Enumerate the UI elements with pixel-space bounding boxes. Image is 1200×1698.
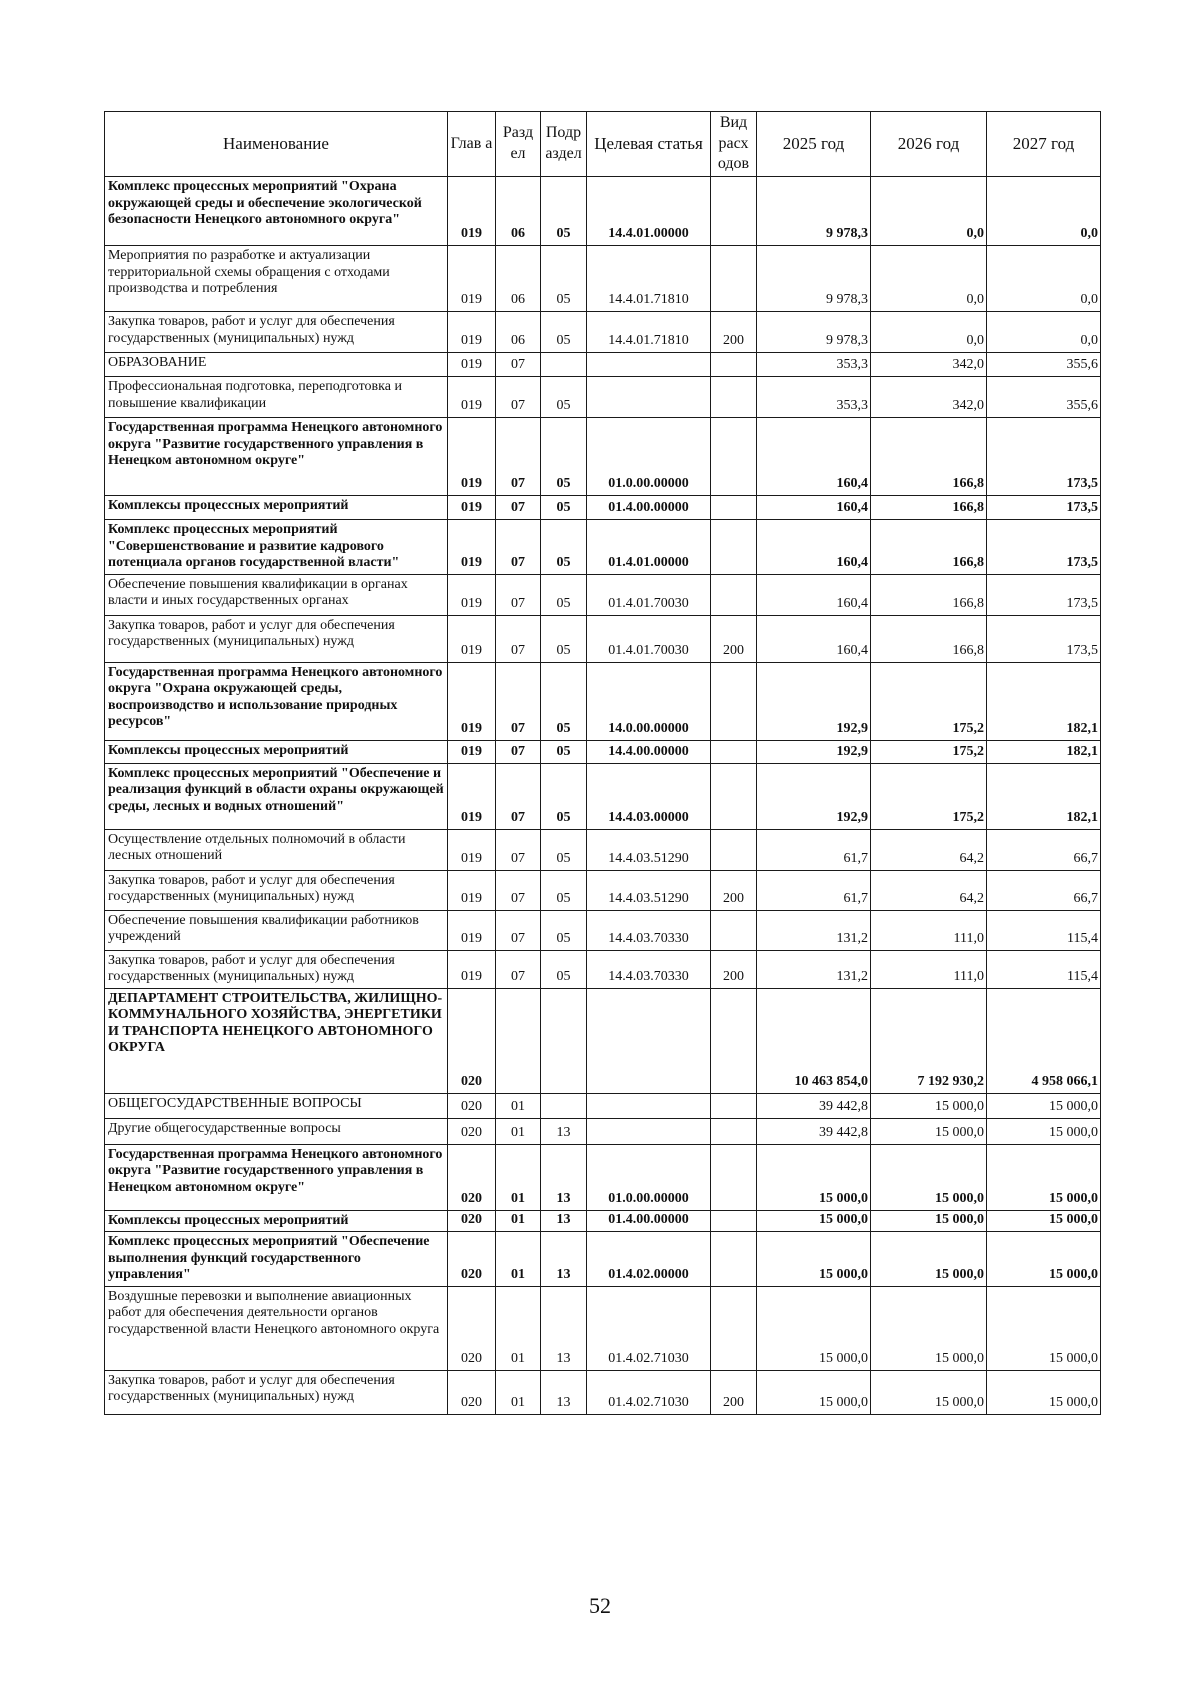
cell-vid (711, 353, 757, 377)
cell-y2026: 166,8 (871, 418, 987, 496)
cell-y2026: 0,0 (871, 177, 987, 246)
cell-y2026: 166,8 (871, 574, 987, 615)
cell-tsel: 14.4.01.00000 (587, 177, 711, 246)
cell-tsel: 01.4.02.71030 (587, 1286, 711, 1370)
cell-podrazdel: 13 (541, 1370, 587, 1414)
cell-vid (711, 377, 757, 418)
table-row (105, 574, 1101, 615)
cell-y2026: 15 000,0 (871, 1232, 987, 1287)
table-row (105, 910, 1101, 950)
cell-glava: 019 (448, 740, 496, 763)
table-row (105, 418, 1101, 496)
cell-y2027: 115,4 (987, 950, 1101, 988)
cell-razdel: 07 (496, 377, 541, 418)
cell-razdel: 07 (496, 615, 541, 662)
cell-vid (711, 1093, 757, 1118)
cell-name: ОБРАЗОВАНИЕ (105, 353, 448, 377)
table-row (105, 870, 1101, 910)
cell-tsel: 01.0.00.00000 (587, 418, 711, 496)
cell-y2026: 15 000,0 (871, 1118, 987, 1144)
cell-razdel: 07 (496, 950, 541, 988)
cell-y2026: 15 000,0 (871, 1286, 987, 1370)
cell-name: Государственная программа Ненецкого автономного округа "Развитие государственного управления в Ненецком автономном округе" (105, 418, 448, 496)
cell-name: Государственная программа Ненецкого автономного округа "Развитие государственного управления в Ненецком автономном округе" (105, 1144, 448, 1210)
cell-tsel: 14.4.03.51290 (587, 870, 711, 910)
cell-y2026: 64,2 (871, 829, 987, 870)
cell-name: ОБЩЕГОСУДАРСТВЕННЫЕ ВОПРОСЫ (105, 1093, 448, 1118)
cell-tsel (587, 988, 711, 1093)
cell-vid (711, 1232, 757, 1287)
cell-y2026: 175,2 (871, 662, 987, 740)
header-podrazdel: Подр аздел (541, 112, 587, 177)
cell-y2027: 4 958 066,1 (987, 988, 1101, 1093)
header-tsel: Целевая статья (587, 112, 711, 177)
cell-vid (711, 246, 757, 312)
cell-y2026: 166,8 (871, 520, 987, 575)
cell-vid (711, 662, 757, 740)
cell-y2025: 61,7 (757, 870, 871, 910)
cell-glava: 019 (448, 574, 496, 615)
cell-y2027: 0,0 (987, 246, 1101, 312)
table-row (105, 1144, 1101, 1210)
cell-podrazdel: 05 (541, 615, 587, 662)
table-header-row (105, 112, 1101, 177)
cell-name: Закупка товаров, работ и услуг для обеспечения государственных (муниципальных) нужд (105, 870, 448, 910)
cell-y2025: 61,7 (757, 829, 871, 870)
cell-y2027: 15 000,0 (987, 1093, 1101, 1118)
header-2025: 2025 год (757, 112, 871, 177)
cell-y2027: 115,4 (987, 910, 1101, 950)
table-row (105, 312, 1101, 353)
cell-y2026: 15 000,0 (871, 1093, 987, 1118)
cell-vid: 200 (711, 615, 757, 662)
cell-y2027: 173,5 (987, 418, 1101, 496)
cell-razdel: 07 (496, 496, 541, 520)
table-row (105, 353, 1101, 377)
table-row (105, 763, 1101, 829)
cell-y2027: 15 000,0 (987, 1232, 1101, 1287)
table-row (105, 950, 1101, 988)
cell-y2027: 15 000,0 (987, 1286, 1101, 1370)
cell-y2027: 173,5 (987, 520, 1101, 575)
cell-podrazdel: 05 (541, 312, 587, 353)
cell-y2025: 131,2 (757, 910, 871, 950)
cell-name: Комплекс процессных мероприятий "Обеспечение и реализация функций в области охраны окружающей среды, лесных и водных отношений" (105, 763, 448, 829)
cell-podrazdel: 13 (541, 1232, 587, 1287)
cell-tsel: 14.0.00.00000 (587, 662, 711, 740)
header-2026: 2026 год (871, 112, 987, 177)
table-row (105, 377, 1101, 418)
cell-y2026: 15 000,0 (871, 1144, 987, 1210)
cell-y2027: 355,6 (987, 377, 1101, 418)
cell-glava: 019 (448, 177, 496, 246)
header-glava: Глав а (448, 112, 496, 177)
cell-y2025: 160,4 (757, 615, 871, 662)
cell-tsel: 14.4.03.70330 (587, 950, 711, 988)
table-row (105, 1232, 1101, 1287)
cell-podrazdel: 05 (541, 520, 587, 575)
cell-y2025: 39 442,8 (757, 1093, 871, 1118)
cell-tsel: 14.4.03.51290 (587, 829, 711, 870)
cell-y2025: 9 978,3 (757, 246, 871, 312)
cell-name: Другие общегосударственные вопросы (105, 1118, 448, 1144)
cell-vid (711, 520, 757, 575)
cell-tsel (587, 377, 711, 418)
cell-y2027: 173,5 (987, 496, 1101, 520)
cell-glava: 020 (448, 1118, 496, 1144)
cell-y2025: 353,3 (757, 377, 871, 418)
cell-name: Обеспечение повышения квалификации в органах власти и иных государственных органах (105, 574, 448, 615)
cell-vid (711, 829, 757, 870)
cell-tsel (587, 1118, 711, 1144)
cell-podrazdel: 05 (541, 662, 587, 740)
cell-razdel: 07 (496, 829, 541, 870)
cell-name: Обеспечение повышения квалификации работников учреждений (105, 910, 448, 950)
table-row (105, 615, 1101, 662)
cell-y2025: 353,3 (757, 353, 871, 377)
cell-podrazdel: 05 (541, 870, 587, 910)
cell-y2025: 15 000,0 (757, 1144, 871, 1210)
cell-podrazdel (541, 1093, 587, 1118)
cell-glava: 019 (448, 662, 496, 740)
cell-y2026: 342,0 (871, 377, 987, 418)
cell-y2027: 0,0 (987, 177, 1101, 246)
cell-name: Комплексы процессных мероприятий (105, 1210, 448, 1232)
table-row (105, 662, 1101, 740)
cell-podrazdel: 05 (541, 763, 587, 829)
cell-tsel: 01.4.01.00000 (587, 520, 711, 575)
cell-razdel: 07 (496, 763, 541, 829)
cell-y2027: 15 000,0 (987, 1118, 1101, 1144)
table-row (105, 988, 1101, 1093)
cell-y2027: 182,1 (987, 763, 1101, 829)
cell-podrazdel: 13 (541, 1286, 587, 1370)
cell-tsel (587, 353, 711, 377)
cell-tsel: 01.0.00.00000 (587, 1144, 711, 1210)
cell-name: Воздушные перевозки и выполнение авиационных работ для обеспечения деятельности органов государственной власти Ненецкого автономного округа (105, 1286, 448, 1370)
cell-y2027: 66,7 (987, 870, 1101, 910)
table-row (105, 520, 1101, 575)
cell-y2025: 15 000,0 (757, 1286, 871, 1370)
header-razdel: Разд ел (496, 112, 541, 177)
cell-podrazdel: 13 (541, 1118, 587, 1144)
cell-glava: 020 (448, 1370, 496, 1414)
table-row (105, 1118, 1101, 1144)
cell-glava: 020 (448, 1210, 496, 1232)
cell-vid (711, 763, 757, 829)
cell-tsel: 14.4.01.71810 (587, 312, 711, 353)
table-row (105, 496, 1101, 520)
cell-vid: 200 (711, 1370, 757, 1414)
table-row (105, 740, 1101, 763)
cell-razdel: 01 (496, 1144, 541, 1210)
cell-y2025: 39 442,8 (757, 1118, 871, 1144)
cell-y2025: 15 000,0 (757, 1210, 871, 1232)
cell-tsel: 14.4.01.71810 (587, 246, 711, 312)
cell-vid: 200 (711, 312, 757, 353)
cell-name: Профессиональная подготовка, переподготовка и повышение квалификации (105, 377, 448, 418)
cell-glava: 019 (448, 353, 496, 377)
cell-glava: 019 (448, 910, 496, 950)
cell-glava: 019 (448, 246, 496, 312)
cell-glava: 020 (448, 1286, 496, 1370)
cell-glava: 019 (448, 615, 496, 662)
cell-vid (711, 910, 757, 950)
cell-tsel: 01.4.01.70030 (587, 574, 711, 615)
table-row (105, 177, 1101, 246)
cell-name: Закупка товаров, работ и услуг для обеспечения государственных (муниципальных) нужд (105, 312, 448, 353)
cell-tsel: 01.4.01.70030 (587, 615, 711, 662)
cell-glava: 019 (448, 870, 496, 910)
cell-y2025: 192,9 (757, 740, 871, 763)
cell-vid (711, 740, 757, 763)
cell-podrazdel: 05 (541, 418, 587, 496)
cell-y2026: 166,8 (871, 496, 987, 520)
cell-y2025: 192,9 (757, 763, 871, 829)
cell-tsel: 01.4.02.00000 (587, 1232, 711, 1287)
table-row (105, 246, 1101, 312)
cell-razdel: 01 (496, 1232, 541, 1287)
cell-vid: 200 (711, 950, 757, 988)
cell-y2025: 160,4 (757, 574, 871, 615)
cell-podrazdel (541, 353, 587, 377)
cell-tsel (587, 1093, 711, 1118)
table-body (105, 177, 1101, 1415)
cell-podrazdel: 05 (541, 496, 587, 520)
cell-podrazdel: 13 (541, 1210, 587, 1232)
cell-vid (711, 988, 757, 1093)
cell-vid (711, 1210, 757, 1232)
cell-y2025: 160,4 (757, 418, 871, 496)
cell-vid: 200 (711, 870, 757, 910)
cell-y2025: 192,9 (757, 662, 871, 740)
cell-podrazdel: 05 (541, 829, 587, 870)
table-row (105, 1093, 1101, 1118)
header-name: Наименование (105, 112, 448, 177)
cell-glava: 019 (448, 377, 496, 418)
cell-name: Комплекс процессных мероприятий "Охрана окружающей среды и обеспечение экологической безопасности Ненецкого автономного округа" (105, 177, 448, 246)
cell-y2025: 9 978,3 (757, 177, 871, 246)
cell-podrazdel: 05 (541, 177, 587, 246)
cell-y2027: 15 000,0 (987, 1144, 1101, 1210)
cell-y2027: 355,6 (987, 353, 1101, 377)
cell-vid (711, 177, 757, 246)
cell-name: Закупка товаров, работ и услуг для обеспечения государственных (муниципальных) нужд (105, 615, 448, 662)
cell-name: Закупка товаров, работ и услуг для обеспечения государственных (муниципальных) нужд (105, 1370, 448, 1414)
cell-razdel: 07 (496, 910, 541, 950)
table-row (105, 1370, 1101, 1414)
cell-glava: 019 (448, 950, 496, 988)
cell-name: Комплексы процессных мероприятий (105, 740, 448, 763)
cell-vid (711, 574, 757, 615)
cell-glava: 019 (448, 418, 496, 496)
cell-y2026: 111,0 (871, 910, 987, 950)
cell-razdel: 07 (496, 574, 541, 615)
cell-razdel: 06 (496, 246, 541, 312)
cell-name: Государственная программа Ненецкого автономного округа "Охрана окружающей среды, воспроизводство и использование природных ресурсов" (105, 662, 448, 740)
cell-tsel: 14.4.03.00000 (587, 763, 711, 829)
cell-podrazdel: 05 (541, 740, 587, 763)
cell-y2025: 15 000,0 (757, 1232, 871, 1287)
cell-y2026: 166,8 (871, 615, 987, 662)
cell-y2026: 342,0 (871, 353, 987, 377)
cell-podrazdel: 05 (541, 246, 587, 312)
cell-y2025: 15 000,0 (757, 1370, 871, 1414)
cell-name: ДЕПАРТАМЕНТ СТРОИТЕЛЬСТВА, ЖИЛИЩНО-КОММУНАЛЬНОГО ХОЗЯЙСТВА, ЭНЕРГЕТИКИ И ТРАНСПОРТА НЕНЕЦКОГО АВТОНОМНОГО ОКРУГА (105, 988, 448, 1093)
cell-y2026: 175,2 (871, 740, 987, 763)
cell-glava: 019 (448, 312, 496, 353)
cell-razdel: 01 (496, 1370, 541, 1414)
cell-razdel: 01 (496, 1210, 541, 1232)
cell-y2025: 10 463 854,0 (757, 988, 871, 1093)
cell-vid (711, 1286, 757, 1370)
cell-razdel: 01 (496, 1093, 541, 1118)
table-row (105, 1210, 1101, 1232)
cell-glava: 020 (448, 1093, 496, 1118)
cell-y2025: 9 978,3 (757, 312, 871, 353)
cell-y2026: 0,0 (871, 312, 987, 353)
cell-glava: 019 (448, 763, 496, 829)
cell-vid (711, 1118, 757, 1144)
table-row (105, 1286, 1101, 1370)
cell-podrazdel: 05 (541, 910, 587, 950)
cell-podrazdel: 05 (541, 574, 587, 615)
cell-podrazdel: 13 (541, 1144, 587, 1210)
budget-table (104, 111, 1101, 1415)
cell-y2026: 0,0 (871, 246, 987, 312)
cell-vid (711, 496, 757, 520)
page-number: 52 (589, 1593, 611, 1618)
cell-y2027: 0,0 (987, 312, 1101, 353)
cell-name: Осуществление отдельных полномочий в области лесных отношений (105, 829, 448, 870)
cell-name: Закупка товаров, работ и услуг для обеспечения государственных (муниципальных) нужд (105, 950, 448, 988)
cell-y2027: 15 000,0 (987, 1370, 1101, 1414)
cell-razdel: 07 (496, 662, 541, 740)
cell-y2025: 131,2 (757, 950, 871, 988)
cell-name: Мероприятия по разработке и актуализации территориальной схемы обращения с отходами производства и потребления (105, 246, 448, 312)
cell-y2026: 15 000,0 (871, 1210, 987, 1232)
cell-podrazdel (541, 988, 587, 1093)
cell-y2025: 160,4 (757, 520, 871, 575)
cell-tsel: 01.4.00.00000 (587, 496, 711, 520)
cell-podrazdel: 05 (541, 377, 587, 418)
cell-razdel: 01 (496, 1286, 541, 1370)
cell-y2026: 15 000,0 (871, 1370, 987, 1414)
cell-y2027: 15 000,0 (987, 1210, 1101, 1232)
cell-glava: 019 (448, 496, 496, 520)
cell-glava: 020 (448, 1144, 496, 1210)
cell-y2027: 66,7 (987, 829, 1101, 870)
header-vid: Вид расх одов (711, 112, 757, 177)
cell-razdel: 07 (496, 353, 541, 377)
cell-vid (711, 1144, 757, 1210)
cell-razdel: 07 (496, 418, 541, 496)
header-2027: 2027 год (987, 112, 1101, 177)
cell-razdel: 01 (496, 1118, 541, 1144)
cell-tsel: 14.4.03.70330 (587, 910, 711, 950)
table-row (105, 829, 1101, 870)
cell-razdel: 07 (496, 740, 541, 763)
cell-y2027: 173,5 (987, 574, 1101, 615)
cell-y2027: 182,1 (987, 740, 1101, 763)
cell-razdel: 06 (496, 177, 541, 246)
cell-y2027: 182,1 (987, 662, 1101, 740)
cell-tsel: 01.4.02.71030 (587, 1370, 711, 1414)
cell-vid (711, 418, 757, 496)
cell-tsel: 14.4.00.00000 (587, 740, 711, 763)
cell-name: Комплекс процессных мероприятий "Совершенствование и развитие кадрового потенциала органов государственной власти" (105, 520, 448, 575)
cell-y2026: 64,2 (871, 870, 987, 910)
cell-y2027: 173,5 (987, 615, 1101, 662)
cell-podrazdel: 05 (541, 950, 587, 988)
cell-name: Комплекс процессных мероприятий "Обеспечение выполнения функций государственного управления" (105, 1232, 448, 1287)
cell-glava: 019 (448, 520, 496, 575)
cell-y2026: 7 192 930,2 (871, 988, 987, 1093)
cell-glava: 019 (448, 829, 496, 870)
cell-y2025: 160,4 (757, 496, 871, 520)
cell-y2026: 111,0 (871, 950, 987, 988)
cell-razdel (496, 988, 541, 1093)
cell-y2026: 175,2 (871, 763, 987, 829)
cell-razdel: 07 (496, 870, 541, 910)
cell-glava: 020 (448, 988, 496, 1093)
cell-tsel: 01.4.00.00000 (587, 1210, 711, 1232)
cell-glava: 020 (448, 1232, 496, 1287)
cell-razdel: 07 (496, 520, 541, 575)
cell-razdel: 06 (496, 312, 541, 353)
cell-name: Комплексы процессных мероприятий (105, 496, 448, 520)
